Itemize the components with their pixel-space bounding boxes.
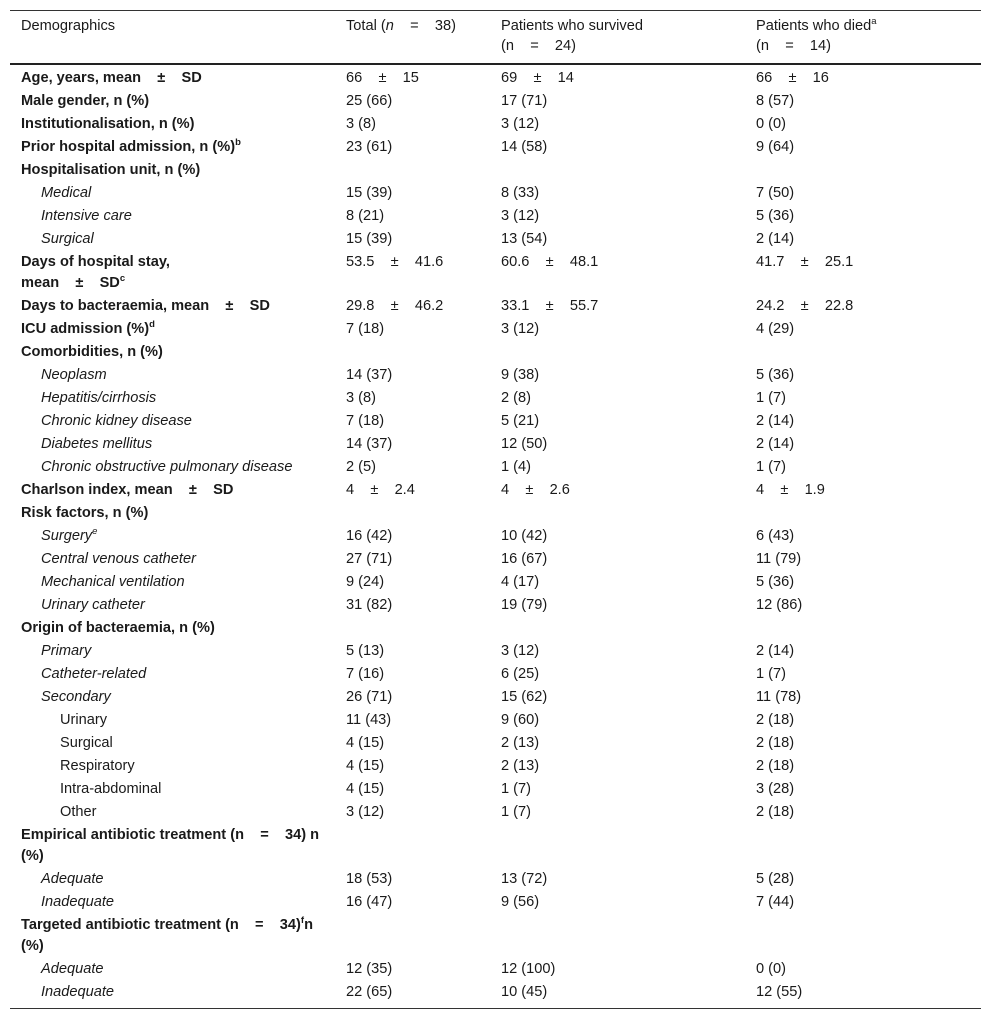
- table-row: [10, 914, 981, 958]
- cell-died: 7 (44): [756, 894, 795, 910]
- cell-total: 7 (16): [346, 666, 385, 682]
- row-label: Respiratory: [60, 758, 135, 774]
- cell-survived: 3 (12): [501, 321, 540, 337]
- cell-died: 2 (14): [756, 643, 795, 659]
- header-total: Total (n = 38): [346, 18, 456, 34]
- table-row: [10, 663, 981, 686]
- cell-survived: 12 (50): [501, 436, 548, 452]
- table-row: [10, 640, 981, 663]
- cell-survived: 3 (12): [501, 643, 540, 659]
- cell-total: 3 (8): [346, 116, 377, 132]
- cell-died: [745, 502, 981, 525]
- cell-died: 3 (28): [756, 781, 795, 797]
- cell-total: 16 (42): [346, 528, 393, 544]
- table-row: [10, 732, 981, 755]
- row-label: Intra-abdominal: [60, 781, 162, 797]
- cell-total: 18 (53): [346, 871, 393, 887]
- footnote-marker: d: [149, 319, 155, 330]
- table-row: [10, 341, 981, 364]
- table-row: [10, 824, 981, 868]
- cell-total: 14 (37): [346, 436, 393, 452]
- cell-total: 2 (5): [346, 459, 377, 475]
- table-row: [10, 387, 981, 410]
- cell-total: 9 (24): [346, 574, 385, 590]
- cell-total: 14 (37): [346, 367, 393, 383]
- cell-died: 5 (28): [756, 871, 795, 887]
- footnote-marker: f: [300, 915, 305, 926]
- cell-died: 2 (14): [756, 436, 795, 452]
- cell-survived: 60.6 ± 48.1: [501, 254, 599, 270]
- row-label: Central venous catheter: [41, 551, 196, 567]
- table-row: [10, 479, 981, 502]
- row-label: Origin of bacteraemia, n (%): [21, 620, 215, 636]
- table-row: [10, 136, 981, 159]
- cell-total: 23 (61): [346, 139, 393, 155]
- row-label: Days of hospital stay, mean ± $SD^c$: [21, 254, 170, 291]
- header-row: [10, 11, 981, 65]
- cell-survived: 10 (45): [501, 984, 548, 1000]
- cell-total: [335, 914, 490, 958]
- row-label: Days to bacteraemia, mean ± SD: [21, 298, 270, 314]
- table-row: [10, 801, 981, 824]
- row-label: Other: [60, 804, 97, 820]
- cell-died: 5 (36): [756, 574, 795, 590]
- row-label: Primary: [41, 643, 92, 659]
- cell-died: 2 (18): [756, 712, 795, 728]
- cell-survived: 2 (8): [501, 390, 532, 406]
- cell-died: 5 (36): [756, 367, 795, 383]
- table-row: [10, 525, 981, 548]
- cell-died: [745, 824, 981, 868]
- row-label: Mechanical ventilation: [41, 574, 185, 590]
- cell-total: 4 (15): [346, 781, 385, 797]
- table-row: [10, 433, 981, 456]
- cell-survived: [490, 502, 745, 525]
- table-row: [10, 868, 981, 891]
- cell-total: 3 (12): [346, 804, 385, 820]
- cell-survived: [490, 341, 745, 364]
- cell-total: 7 (18): [346, 321, 385, 337]
- row-label: Institutionalisation, n (%): [21, 116, 195, 132]
- cell-survived: 2 (13): [501, 758, 540, 774]
- cell-total: 16 (47): [346, 894, 393, 910]
- table-row: [10, 617, 981, 640]
- table-row: [10, 90, 981, 113]
- footnote-marker: e: [92, 526, 98, 537]
- row-label: Chronic obstructive pulmonary disease: [41, 459, 293, 475]
- table-row: [10, 686, 981, 709]
- cell-total: 22 (65): [346, 984, 393, 1000]
- cell-survived: 8 (33): [501, 185, 540, 201]
- table-row: [10, 205, 981, 228]
- row-label: Adequate: [41, 871, 104, 887]
- cell-survived: 17 (71): [501, 93, 548, 109]
- row-label: Empirical antibiotic treatment (n = 34) n (%): [21, 827, 324, 864]
- demographics-table: [10, 10, 981, 1009]
- row-label: Secondary: [41, 689, 111, 705]
- cell-died: [745, 617, 981, 640]
- table-row: [10, 64, 981, 90]
- demographics-table-container: [10, 10, 981, 1009]
- row-label: Surgery$^e$: [41, 526, 98, 544]
- cell-died: 4 (29): [756, 321, 795, 337]
- cell-died: 11 (79): [756, 551, 802, 567]
- cell-survived: 2 (13): [501, 735, 540, 751]
- cell-died: 5 (36): [756, 208, 795, 224]
- cell-died: 6 (43): [756, 528, 795, 544]
- table-row: [10, 364, 981, 387]
- cell-survived: 33.1 ± 55.7: [501, 298, 599, 314]
- row-label: Adequate: [41, 961, 104, 977]
- row-label: Surgical: [60, 735, 113, 751]
- cell-survived: 1 (7): [501, 781, 532, 797]
- table-row: [10, 410, 981, 433]
- table-row: [10, 251, 981, 295]
- row-label: Intensive care: [41, 208, 132, 224]
- cell-total: [335, 617, 490, 640]
- header-died: Patients who died$^a$ (n = 14): [756, 16, 877, 54]
- cell-survived: 9 (38): [501, 367, 540, 383]
- cell-died: 2 (18): [756, 758, 795, 774]
- cell-survived: 16 (67): [501, 551, 548, 567]
- row-label: Hospitalisation unit, n (%): [21, 162, 201, 178]
- cell-survived: 6 (25): [501, 666, 540, 682]
- cell-total: [335, 341, 490, 364]
- cell-died: [745, 341, 981, 364]
- row-label: Urinary catheter: [41, 597, 145, 613]
- row-label: Neoplasm: [41, 367, 107, 383]
- cell-died: 0 (0): [756, 116, 787, 132]
- cell-total: 8 (21): [346, 208, 385, 224]
- cell-survived: 14 (58): [501, 139, 548, 155]
- table-row: [10, 981, 981, 1009]
- cell-survived: [490, 617, 745, 640]
- cell-total: 29.8 ± 46.2: [346, 298, 444, 314]
- table-row: [10, 456, 981, 479]
- cell-died: [745, 159, 981, 182]
- cell-total: 25 (66): [346, 93, 393, 109]
- cell-survived: 1 (7): [501, 804, 532, 820]
- table-row: [10, 318, 981, 341]
- row-label: Charlson index, mean ± SD: [21, 482, 234, 498]
- cell-survived: 4 (17): [501, 574, 540, 590]
- row-label: Prior hospital admission, n (%)$^b$: [21, 137, 241, 155]
- footnote-marker: c: [119, 273, 126, 284]
- table-row: [10, 709, 981, 732]
- row-label: Male gender, n (%): [21, 93, 150, 109]
- cell-died: 11 (78): [756, 689, 802, 705]
- cell-total: [335, 502, 490, 525]
- cell-died: 1 (7): [756, 390, 787, 406]
- cell-total: [335, 824, 490, 868]
- row-label: Comorbidities, n (%): [21, 344, 163, 360]
- header-demographics: Demographics: [21, 18, 116, 34]
- cell-total: 15 (39): [346, 185, 393, 201]
- cell-died: 7 (50): [756, 185, 795, 201]
- header-survived: Patients who survived (n = 24): [501, 18, 643, 54]
- cell-died: 2 (18): [756, 735, 795, 751]
- row-label: Inadequate: [41, 894, 115, 910]
- table-row: [10, 571, 981, 594]
- row-label: Hepatitis/cirrhosis: [41, 390, 157, 406]
- cell-died: 2 (18): [756, 804, 795, 820]
- cell-total: 53.5 ± 41.6: [346, 254, 444, 270]
- row-label: Chronic kidney disease: [41, 413, 192, 429]
- table-row: [10, 502, 981, 525]
- cell-died: 24.2 ± 22.8: [756, 298, 854, 314]
- cell-survived: 5 (21): [501, 413, 540, 429]
- cell-died: 2 (14): [756, 231, 795, 247]
- cell-died: 8 (57): [756, 93, 795, 109]
- cell-died: 41.7 ± 25.1: [756, 254, 854, 270]
- row-label: Targeted antibiotic treatment (n = 34)$^f$n (%): [21, 915, 318, 954]
- table-row: [10, 228, 981, 251]
- table-row: [10, 295, 981, 318]
- cell-survived: 69 ± 14: [501, 70, 574, 86]
- cell-died: 12 (55): [756, 984, 803, 1000]
- cell-total: 5 (13): [346, 643, 385, 659]
- table-row: [10, 958, 981, 981]
- cell-total: 15 (39): [346, 231, 393, 247]
- cell-died: 66 ± 16: [756, 70, 829, 86]
- cell-total: 4 (15): [346, 758, 385, 774]
- table-row: [10, 113, 981, 136]
- cell-survived: 3 (12): [501, 208, 540, 224]
- cell-died: 12 (86): [756, 597, 803, 613]
- row-label: Catheter-related: [41, 666, 147, 682]
- cell-survived: [490, 824, 745, 868]
- cell-survived: [490, 159, 745, 182]
- row-label: Age, years, mean ± SD: [21, 70, 202, 86]
- table-row: [10, 182, 981, 205]
- row-label: Inadequate: [41, 984, 115, 1000]
- cell-total: [335, 159, 490, 182]
- row-label: Urinary: [60, 712, 108, 728]
- cell-total: 66 ± 15: [346, 70, 419, 86]
- cell-total: 7 (18): [346, 413, 385, 429]
- row-label: Risk factors, n (%): [21, 505, 149, 521]
- row-label: Diabetes mellitus: [41, 436, 153, 452]
- table-row: [10, 755, 981, 778]
- table-header: [10, 11, 981, 65]
- cell-died: 4 ± 1.9: [756, 482, 825, 498]
- cell-survived: 12 (100): [501, 961, 556, 977]
- row-label: ICU admission (%)$^d$: [21, 319, 155, 337]
- cell-survived: 19 (79): [501, 597, 548, 613]
- cell-total: 31 (82): [346, 597, 393, 613]
- cell-survived: 4 ± 2.6: [501, 482, 570, 498]
- cell-died: 2 (14): [756, 413, 795, 429]
- row-label: Surgical: [41, 231, 94, 247]
- cell-total: 12 (35): [346, 961, 393, 977]
- cell-survived: 1 (4): [501, 459, 532, 475]
- cell-survived: 10 (42): [501, 528, 548, 544]
- cell-survived: 13 (72): [501, 871, 548, 887]
- cell-died: 9 (64): [756, 139, 795, 155]
- cell-died: 1 (7): [756, 666, 787, 682]
- cell-died: [745, 914, 981, 958]
- footnote-marker: b: [235, 137, 241, 148]
- cell-survived: [490, 914, 745, 958]
- cell-total: 27 (71): [346, 551, 393, 567]
- cell-total: 4 (15): [346, 735, 385, 751]
- cell-survived: 15 (62): [501, 689, 548, 705]
- table-row: [10, 891, 981, 914]
- table-row: [10, 548, 981, 571]
- cell-survived: 3 (12): [501, 116, 540, 132]
- cell-total: 26 (71): [346, 689, 393, 705]
- cell-died: 0 (0): [756, 961, 787, 977]
- row-label: Medical: [41, 185, 92, 201]
- table-row: [10, 159, 981, 182]
- table-row: [10, 594, 981, 617]
- cell-total: 4 ± 2.4: [346, 482, 415, 498]
- table-body: [10, 64, 981, 1009]
- cell-died: 1 (7): [756, 459, 787, 475]
- cell-survived: 9 (60): [501, 712, 540, 728]
- cell-survived: 13 (54): [501, 231, 548, 247]
- cell-total: 11 (43): [346, 712, 392, 728]
- cell-survived: 9 (56): [501, 894, 540, 910]
- cell-total: 3 (8): [346, 390, 377, 406]
- table-row: [10, 778, 981, 801]
